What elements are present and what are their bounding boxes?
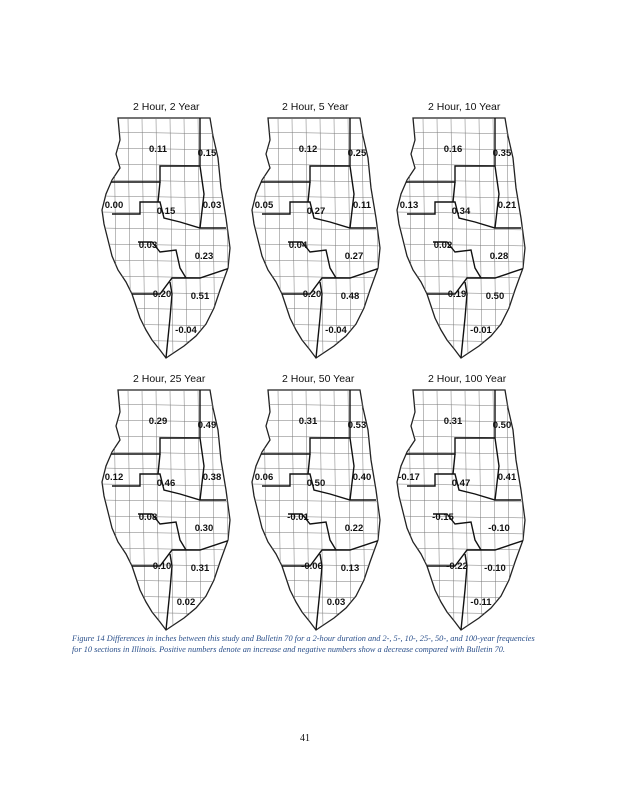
section-value: 0.05 xyxy=(254,200,274,211)
section-value: -0.01 xyxy=(470,325,492,336)
section-value: 0.46 xyxy=(156,478,176,489)
section-value: 0.15 xyxy=(156,206,176,217)
section-value: 0.30 xyxy=(194,523,214,534)
section-value: 0.12 xyxy=(104,472,124,483)
section-value: 0.50 xyxy=(492,420,512,431)
map-title-2h-10y: 2 Hour, 10 Year xyxy=(428,101,501,113)
section-value: 0.10 xyxy=(152,561,172,572)
map-title-2h-100y: 2 Hour, 100 Year xyxy=(428,373,507,385)
map-title-2h-50y: 2 Hour, 50 Year xyxy=(282,373,355,385)
section-value: 0.51 xyxy=(190,291,210,302)
illinois-map-5 xyxy=(395,390,530,630)
section-value: 0.27 xyxy=(344,251,364,262)
section-value: 0.35 xyxy=(492,148,512,159)
section-value: 0.20 xyxy=(152,289,172,300)
section-value: 0.04 xyxy=(288,240,308,251)
section-value: 0.34 xyxy=(451,206,471,217)
section-value: 0.16 xyxy=(443,144,463,155)
section-value: 0.50 xyxy=(485,291,505,302)
section-value: 0.48 xyxy=(340,291,360,302)
section-value: 0.38 xyxy=(202,472,222,483)
section-value: 0.29 xyxy=(148,416,168,427)
illinois-map-2 xyxy=(395,118,530,358)
section-value: 0.19 xyxy=(447,289,467,300)
illinois-map-3 xyxy=(100,390,235,630)
section-value: -0.11 xyxy=(470,597,492,608)
section-value: 0.12 xyxy=(298,144,318,155)
section-value: 0.06 xyxy=(254,472,274,483)
section-value: 0.13 xyxy=(340,563,360,574)
section-value: 0.03 xyxy=(326,597,346,608)
section-value: 0.22 xyxy=(344,523,364,534)
section-value: 0.31 xyxy=(190,563,210,574)
section-value: -0.04 xyxy=(175,325,197,336)
section-value: -0.10 xyxy=(488,523,510,534)
section-value: 0.50 xyxy=(306,478,326,489)
figure-caption: Figure 14 Differences in inches between this study and Bulletin 70 for a 2-hour duration and 2-, 5-, 10-, 25-, 50-, and 100-year frequencies for 10 sections in Illinois. Positive numbers denote an increase and negative numbers show a decrease compared with Bulletin 70. xyxy=(72,634,535,654)
section-value: -0.01 xyxy=(287,512,309,523)
page-number: 41 xyxy=(300,733,310,744)
map-title-2h-2y: 2 Hour, 2 Year xyxy=(133,101,200,113)
section-value: 0.27 xyxy=(306,206,326,217)
section-value: 0.28 xyxy=(489,251,509,262)
section-value: 0.25 xyxy=(347,148,367,159)
section-value: 0.21 xyxy=(497,200,517,211)
section-value: 0.40 xyxy=(352,472,372,483)
section-value: 0.47 xyxy=(451,478,471,489)
section-value: 0.08 xyxy=(138,512,158,523)
section-value: -0.22 xyxy=(446,561,468,572)
section-value: 0.02 xyxy=(176,597,196,608)
map-title-2h-5y: 2 Hour, 5 Year xyxy=(282,101,349,113)
section-value: 0.11 xyxy=(149,144,167,155)
section-value: -0.06 xyxy=(301,561,323,572)
map-title-2h-25y: 2 Hour, 25 Year xyxy=(133,373,206,385)
section-value: 0.02 xyxy=(433,240,453,251)
illinois-map-1 xyxy=(250,118,385,358)
section-value: -0.15 xyxy=(432,512,454,523)
section-value: -0.10 xyxy=(484,563,506,574)
illinois-map-0 xyxy=(100,118,235,358)
section-value: 0.03 xyxy=(138,240,158,251)
section-value: 0.31 xyxy=(298,416,318,427)
section-value: 0.15 xyxy=(197,148,217,159)
section-value: 0.13 xyxy=(399,200,419,211)
section-value: 0.20 xyxy=(302,289,322,300)
section-value: 0.03 xyxy=(202,200,222,211)
section-value: 0.49 xyxy=(197,420,217,431)
section-value: 0.53 xyxy=(347,420,367,431)
section-value: 0.31 xyxy=(443,416,463,427)
section-value: 0.11 xyxy=(353,200,371,211)
section-value: 0.41 xyxy=(497,472,517,483)
section-value: 0.00 xyxy=(104,200,124,211)
section-value: 0.23 xyxy=(194,251,214,262)
section-value: -0.17 xyxy=(398,472,420,483)
illinois-map-4 xyxy=(250,390,385,630)
section-value: -0.04 xyxy=(325,325,347,336)
